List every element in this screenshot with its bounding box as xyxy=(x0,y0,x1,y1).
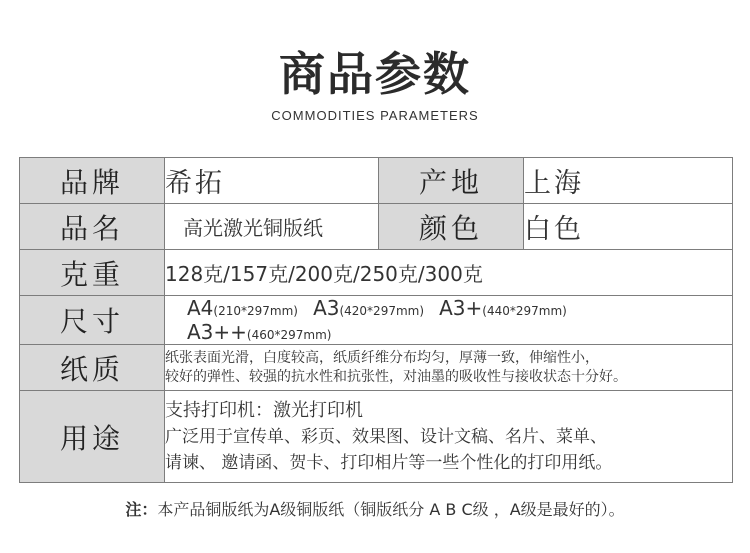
table-row-size xyxy=(20,296,733,345)
brand-value: 希拓 xyxy=(165,158,379,204)
usage-value xyxy=(165,391,733,483)
texture-value xyxy=(165,345,733,391)
note-text: 本产品铜版纸为A级铜版纸（铜版纸分 A B C级 ，A级是最好的）。 xyxy=(157,500,625,519)
size-item-a3-plus: A3+(440*297mm) xyxy=(439,296,567,320)
page-title: 商品参数 xyxy=(279,47,471,101)
origin-label: 产地 xyxy=(379,158,524,204)
name-value: 高光激光铜版纸 xyxy=(165,204,379,250)
table-row-texture xyxy=(20,345,733,391)
texture-line-2: 较好的弹性、较强的抗水性和抗张性，对油墨的吸收性与接收状态十分好。 xyxy=(165,368,627,385)
usage-line-2: 广泛用于宣传单、彩页、效果图、设计文稿、名片、菜单、 xyxy=(165,426,607,447)
parameters-table xyxy=(19,157,733,483)
color-value: 白色 xyxy=(524,204,733,250)
size-label: 尺寸 xyxy=(20,296,165,345)
table-row-brand-origin xyxy=(20,158,733,204)
usage-line-1: 支持打印机：激光打印机 xyxy=(165,399,363,421)
size-value xyxy=(165,296,733,345)
note-prefix: 注： xyxy=(125,500,158,519)
weight-value: 128克/157克/200克/250克/300克 xyxy=(165,250,733,296)
usage-label: 用途 xyxy=(20,391,165,483)
color-label: 颜色 xyxy=(379,204,524,250)
size-item-a4: A4(210*297mm) xyxy=(187,296,298,320)
table-row-weight xyxy=(20,250,733,296)
page-subtitle: COMMODITIES PARAMETERS xyxy=(271,108,479,123)
size-item-a3-plus-plus: A3++(460*297mm) xyxy=(187,320,332,344)
weight-label: 克重 xyxy=(20,250,165,296)
table-row-usage xyxy=(20,391,733,483)
brand-label: 品牌 xyxy=(20,158,165,204)
name-label: 品名 xyxy=(20,204,165,250)
usage-line-3: 请谏、 邀请函、贺卡、打印相片等一些个性化的打印用纸。 xyxy=(165,452,613,473)
size-item-a3: A3(420*297mm) xyxy=(313,296,425,320)
table-row-name-color xyxy=(20,204,733,250)
texture-line-1: 纸张表面光滑，白度较高，纸质纤维分布均匀，厚薄一致，伸缩性小， xyxy=(165,349,599,366)
footnote xyxy=(0,497,750,520)
texture-label: 纸质 xyxy=(20,345,165,391)
origin-value: 上海 xyxy=(524,158,733,204)
